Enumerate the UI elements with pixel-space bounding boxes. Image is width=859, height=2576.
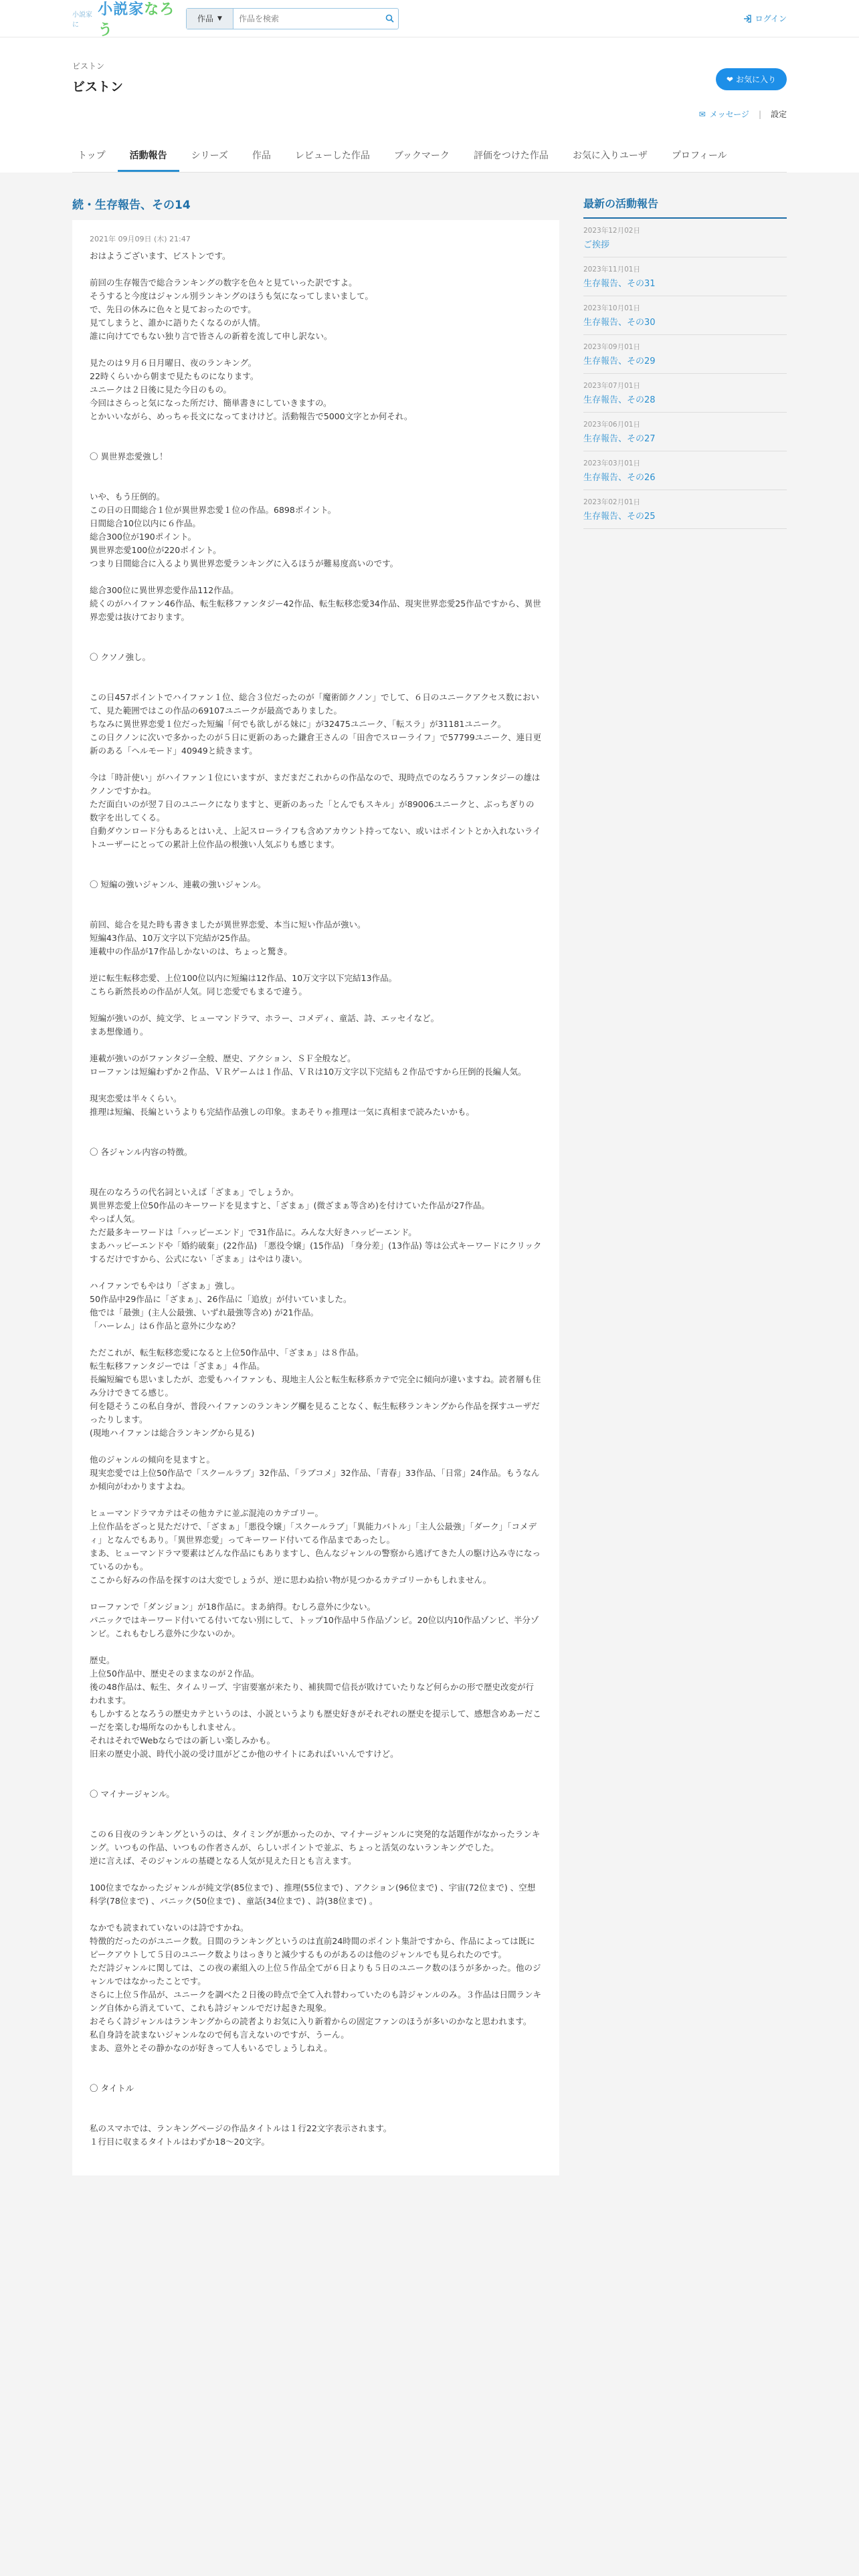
list-item xyxy=(583,374,787,413)
report-paragraph: 旧来の歴史小説、時代小説の受け皿がどこか他のサイトにあればいいんですけど。 xyxy=(90,1749,399,1759)
divider: | xyxy=(758,109,761,119)
report-item-date: 2023年11月01日 xyxy=(583,265,640,274)
report-paragraph xyxy=(90,1172,542,1186)
report-paragraph xyxy=(90,758,542,771)
report-paragraph: ユニークは２日後に見た今日のもの。 xyxy=(90,385,232,395)
report-paragraph: 続くのがハイファン46作品、転生転移ファンタジー42作品、転生転移恋愛34作品、現実世界恋愛25作品ですから、異世界恋愛は抜けております。 xyxy=(90,599,541,622)
report-paragraph: 100位までなかったジャンルが純文学(85位まで) 、推理(55位まで) 、アクション(96位まで) 、宇宙(72位まで) 、空想科学(78位まで) 、パニック(50位まで) 、童話(34位まで) 、詩(38位まで) 。 xyxy=(90,1883,536,1906)
list-item xyxy=(583,413,787,451)
report-paragraph: 特徴的だったのがユニーク数。日間のランキングというのは直前24時間のポイント集計ですから、作品によっては既にピークアウトして５日のユニーク数よりはっきりと減少するものがあるのは他のジャンルでも見られたのです。 xyxy=(90,1936,535,1959)
report-paragraph: 現実恋愛では上位50作品で「スクールラブ」32作品、「ラブコメ」32作品、「青春」33作品、「日常」24作品。もうなんか傾向がわかりますよね。 xyxy=(90,1468,540,1491)
report-paragraph: いや、もう圧倒的。 xyxy=(90,492,165,502)
message-label: メッセージ xyxy=(709,110,749,119)
report-paragraph: 「ハーレム」は６作品と意外に少なめ？ xyxy=(90,1321,240,1331)
report-paragraph xyxy=(90,1774,542,1788)
report-item-date: 2023年02月01日 xyxy=(583,498,640,506)
report-paragraph xyxy=(90,1119,542,1132)
report-paragraph: 異世界恋愛上位50作品のキーワードを見ますと、「ざまぁ」(微ざまぁ等含め)を付けていた作品が27作品。 xyxy=(90,1200,490,1210)
report-paragraph xyxy=(90,1801,542,1814)
sidebar-heading: 最新の活動報告 xyxy=(583,195,787,219)
report-item-link[interactable]: 生存報告、その26 xyxy=(583,473,656,483)
report-paragraph xyxy=(90,263,542,276)
login-label: ログイン xyxy=(755,14,787,23)
report-paragraph xyxy=(90,1079,542,1092)
report-paragraph: まあ、ヒューマンドラマ要素はどんな作品にもありますし、色んなジャンルの警察から逃げてきた人の駆け込み寺になっているのかも。 xyxy=(90,1548,541,1572)
report-paragraph: ここから好みの作品を探すのは大変でしょうが、逆に思わぬ拾い物が見つかるカテゴリーかもしれません。 xyxy=(90,1575,492,1585)
site-logo[interactable] xyxy=(72,0,179,39)
report-paragraph: 私のスマホでは、ランキングページの作品タイトルは１行22文字表示されます。 xyxy=(90,2123,392,2133)
settings-link[interactable]: 設定 xyxy=(770,110,787,119)
report-paragraph: 自動ダウンロード分もあるとはいえ、上記スローライフも含めアカウント持ってない、或いはポイントとか入れないライトユーザーにとっての累計上位作品の根強い人気ぶりも感じます。 xyxy=(90,826,541,849)
report-paragraph: 50作品中29作品に「ざまぁ」、26作品に「追放」が付いていました。 xyxy=(90,1294,352,1304)
report-paragraph: 何を隠そうこの私自身が、普段ハイファンのランキング欄を見ることなく、転生転移ランキングから作品を探すユーザだったりします。 xyxy=(90,1401,540,1424)
report-paragraph: この日クノンに次いで多かったのが５日に更新のあった鎌倉王さんの「田舎でスローライフ」で57799ユニーク、連日更新のある「ヘルモード」40949と続きます。 xyxy=(90,732,542,756)
report-paragraph xyxy=(90,664,542,677)
report-date: 2021年 09月09日 (木) 21:47 xyxy=(90,235,191,243)
report-paragraph: ローファンは短編わずか２作品、ＶＲゲームは１作品、ＶＲは10万文字以下完結も２作品ですから圧倒的長編人気。 xyxy=(90,1067,527,1077)
report-paragraph xyxy=(90,2055,542,2068)
report-paragraph xyxy=(90,958,542,972)
report-paragraph: やっぱ人気。 xyxy=(90,1214,140,1224)
report-paragraph: 転生転移ファンタジーでは「ざまぁ」４作品。 xyxy=(90,1361,265,1371)
report-item-date: 2023年09月01日 xyxy=(583,343,640,351)
report-paragraph xyxy=(90,1640,542,1654)
list-item xyxy=(583,219,787,257)
report-paragraph: この日457ポイントでハイファン１位、総合３位だったのが「魔術師クノン」でして、６日のユニークアクセス数において、見た範囲ではこの作品の69107ユニークが最高でありました。 xyxy=(90,692,539,716)
report-item-date: 2023年07月01日 xyxy=(583,382,640,390)
tab-profile[interactable]: プロフィール xyxy=(671,150,727,161)
report-item-link[interactable]: 生存報告、その28 xyxy=(583,395,656,405)
report-paragraph: 歴史。 xyxy=(90,1655,115,1665)
report-paragraph: 長編短編でも思いましたが、恋愛もハイファンも、現地主人公と転生転移系カテで完全に傾向が違いますね。読者層も住み分けできてる感じ。 xyxy=(90,1374,541,1398)
report-paragraph xyxy=(90,1868,542,1881)
tab-series[interactable]: シリーズ xyxy=(191,150,228,161)
main-area xyxy=(0,173,859,2576)
tab-top[interactable]: トップ xyxy=(78,150,106,161)
report-item-link[interactable]: 生存報告、その30 xyxy=(583,318,656,328)
report-paragraph xyxy=(90,1333,542,1346)
report-paragraph: ローファンで「ダンジョン」が18作品に。まあ納得。むしろ意外に少ない。 xyxy=(90,1602,376,1612)
report-paragraph: なかでも読まれていないのは詩ですかね。 xyxy=(90,1923,249,1933)
report-paragraph xyxy=(90,2109,542,2122)
report-paragraph xyxy=(90,1814,542,1828)
report-paragraph xyxy=(90,343,542,356)
report-paragraph xyxy=(90,1587,542,1600)
search-category-select[interactable] xyxy=(187,9,233,29)
recent-reports-list xyxy=(583,219,787,529)
report-paragraph: 逆に転生転移恋愛、上位100位以内に短編は12作品、10万文字以下完結13作品。 xyxy=(90,973,397,983)
report-paragraph: まあ想像通り。 xyxy=(90,1027,149,1037)
report-paragraph: 異世界恋愛100位が220ポイント。 xyxy=(90,545,221,555)
report-paragraph: 〇 異世界恋愛強し！ xyxy=(90,451,168,461)
report-paragraph: おはようございます、ビストンです。 xyxy=(90,251,231,261)
report-paragraph: 連載中の作品が17作品しかないのは、ちょっと驚き。 xyxy=(90,946,292,956)
report-paragraph: ただ最多キーワードは「ハッピーエンド」で31作品に。みんな大好きハッピーエンド。 xyxy=(90,1227,417,1237)
add-favorite-button[interactable] xyxy=(716,68,787,90)
report-paragraph xyxy=(90,624,542,637)
report-paragraph: とかいいながら、めっちゃ長文になってまけけど。活動報告で5000文字とか何それ。 xyxy=(90,411,413,421)
report-paragraph xyxy=(90,477,542,490)
search-button[interactable] xyxy=(381,9,398,29)
report-item-date: 2023年10月01日 xyxy=(583,304,640,312)
report-paragraph: ただこれが、転生転移恋愛になると上位50作品中、「ざまぁ」は８作品。 xyxy=(90,1348,364,1358)
report-paragraph xyxy=(90,423,542,437)
report-item-link[interactable]: ご挨拶 xyxy=(583,240,610,250)
report-paragraph: 〇 マイナージャンル。 xyxy=(90,1789,175,1799)
user-profile-header xyxy=(72,37,787,144)
report-paragraph: さらに上位５作品が、ユニークを調べた２日後の時点で全て入れ替わっていたのも詩ジャンルのみ。３作品は日間ランキング自体から消えていて、これも詩ジャンルでだけ起きた現象。 xyxy=(90,1990,542,2013)
report-item-link[interactable]: 生存報告、その27 xyxy=(583,434,656,444)
search-category-label: 作品 xyxy=(197,14,214,23)
report-paragraph xyxy=(90,891,542,905)
report-paragraph: 今は「時計使い」がハイファン１位にいますが、まだまだこれからの作品なので、現時点でのなろうファンタジーの雄はクノンですかね。 xyxy=(90,772,541,796)
report-paragraph: ちなみに異世界恋愛１位だった短編「何でも欲しがる妹に」が32475ユニーク、「転スラ」が31181ユニーク。 xyxy=(90,719,506,729)
report-paragraph: 現実恋愛は半々くらい。 xyxy=(90,1093,182,1103)
login-icon xyxy=(743,15,751,23)
login-link[interactable] xyxy=(743,13,787,24)
report-paragraph xyxy=(90,570,542,584)
report-paragraph: もしかするとなろうの歴史カテというのは、小説というよりも歴史好きがそれぞれの歴史を提示して、感想含めあーだこーだを楽しむ場所なのかもしれません。 xyxy=(90,1709,541,1732)
report-paragraph: ハイファンでもやはり「ざまぁ」強し。 xyxy=(90,1281,240,1291)
report-paragraph: そうすると今度はジャンル別ランキングのほうも気になってしまいまして。 xyxy=(90,291,373,301)
tab-reviewed-works[interactable]: レビューした作品 xyxy=(294,150,370,161)
report-paragraph: 上位50作品中、歴史そのままなのが２作品。 xyxy=(90,1669,260,1679)
report-paragraph: まあハッピーエンドや「婚約破棄」(22作品) 「悪役令嬢」(15作品) 「身分差」(13作品) 等は公式キーワードにクリックするだけですから、公式にない「ざまぁ」はやはり凄い。 xyxy=(90,1241,542,1264)
logo-main-text: 小説家 xyxy=(98,0,145,18)
report-paragraph xyxy=(90,1440,542,1453)
report-item-link[interactable]: 生存報告、その29 xyxy=(583,356,656,366)
envelope-icon: ✉ xyxy=(698,109,706,119)
report-paragraph xyxy=(90,2095,542,2109)
tab-favorite-users[interactable]: お気に入りユーザ xyxy=(572,150,648,161)
report-paragraph: 見てしまうと、誰かに語りたくなるのが人情。 xyxy=(90,318,266,328)
search-bar xyxy=(186,8,399,29)
report-paragraph: 前回、総合を見た時も書きましたが異世界恋愛、本当に短い作品が強い。 xyxy=(90,920,366,930)
report-item-date: 2023年06月01日 xyxy=(583,421,640,429)
report-paragraph: 後の48作品は、転生、タイムリープ、宇宙要塞が来たり、補狭間で信長が敗けていたりなど何らかの形で歴史改変が行われます。 xyxy=(90,1682,535,1705)
report-paragraph: ヒューマンドラマカテはその他カテに並ぶ混沌のカテゴリー。 xyxy=(90,1508,324,1518)
report-paragraph xyxy=(90,905,542,918)
report-item-link[interactable]: 生存報告、その25 xyxy=(583,512,656,522)
list-item xyxy=(583,296,787,335)
report-paragraph: 逆に言えば、そのジャンルの基礎となる人気が見えた日とも言えます。 xyxy=(90,1856,357,1866)
tab-activity-reports[interactable]: 活動報告 xyxy=(118,148,179,172)
report-paragraph: この６日夜のランキングというのは、タイミングが悪かったのか、マイナージャンルに突発的な話題作がなかったランキング。いつもの作品、いつもの作者さんが、らしいポイントで並ぶ、ちょっと活気のないランキングでした。 xyxy=(90,1829,541,1852)
breadcrumb[interactable]: ビストン xyxy=(72,62,105,71)
report-paragraph: １行目に収まるタイトルはわずか18～20文字。 xyxy=(90,2137,270,2147)
user-actions xyxy=(699,108,787,120)
report-paragraph xyxy=(90,1266,542,1279)
report-paragraph: おそらく詩ジャンルはランキングからの読者よりお気に入り新着からの固定ファンのほうが多いのかなと思われます。 xyxy=(90,2016,532,2026)
report-paragraph xyxy=(90,1132,542,1146)
logo-main xyxy=(98,0,179,39)
report-paragraph: 日間総合10位以内に６作品。 xyxy=(90,518,201,528)
logo-prefix: 小説家に xyxy=(72,11,92,29)
logo-suffix: なろう xyxy=(98,0,175,39)
report-paragraph: 今回はさらっと気になった所だけ、簡単書きにしていきますの。 xyxy=(90,398,332,408)
report-paragraph: 短編が強いのが、純文学、ヒューマンドラマ、ホラー、コメディ、童話、詩、エッセイなど。 xyxy=(90,1013,440,1023)
list-item xyxy=(583,451,787,490)
profile-tabs xyxy=(72,148,787,173)
report-paragraph: 短編43作品、10万文字以下完結が25作品。 xyxy=(90,933,256,943)
report-item-date: 2023年12月02日 xyxy=(583,227,640,235)
search-icon xyxy=(385,14,394,23)
report-paragraph xyxy=(90,1159,542,1172)
report-paragraph: 他では「最強」(主人公最強、いずれ最強等含め) が21作品。 xyxy=(90,1307,319,1317)
report-paragraph: それはそれでWebならではの新しい楽しみかも。 xyxy=(90,1735,276,1745)
report-paragraph: 〇 各ジャンル内容の特徴。 xyxy=(90,1147,193,1157)
report-paragraph: 誰に向けてでもない独り言で皆さんの新着を流して申し訳ない。 xyxy=(90,331,332,341)
report-paragraph xyxy=(90,1761,542,1774)
report-paragraph: 見たのは９月６日月曜日、夜のランキング。 xyxy=(90,358,257,368)
tab-rated-works[interactable]: 評価をつけた作品 xyxy=(473,150,549,161)
report-paragraph: ただ詩ジャンルに関しては、この夜の素組入の上位５作品全てが６日よりも５日のユニーク数のほうが多かった。他のジャンルではなかったことです。 xyxy=(90,1963,541,1986)
report-paragraph: つまり日間総合に入るより異世界恋愛ランキングに入るほうが難易度高いのです。 xyxy=(90,558,399,568)
recent-reports-sidebar xyxy=(583,195,787,2175)
list-item xyxy=(583,257,787,296)
report-item-date: 2023年03月01日 xyxy=(583,459,640,467)
tab-bookmarks[interactable]: ブックマーク xyxy=(393,150,450,161)
report-item-link[interactable]: 生存報告、その31 xyxy=(583,279,656,289)
report-paragraph xyxy=(90,637,542,651)
report-body xyxy=(90,249,542,2149)
report-paragraph: 22時くらいから朝まで見たものになります。 xyxy=(90,371,259,381)
tab-works[interactable]: 作品 xyxy=(252,150,271,161)
report-paragraph xyxy=(90,677,542,691)
report-paragraph: 現在のなろうの代名詞といえば「ざまぁ」でしょうか。 xyxy=(90,1187,299,1197)
report-paragraph: 〇 タイトル xyxy=(90,2083,134,2093)
activity-report xyxy=(72,195,559,2175)
list-item xyxy=(583,335,787,374)
report-paragraph: この日の日間総合１位が異世界恋愛１位の作品。6898ポイント。 xyxy=(90,505,337,515)
report-paragraph xyxy=(90,1908,542,1921)
report-paragraph: (現地ハイファンは総合ランキングから見る) xyxy=(90,1428,255,1438)
report-paragraph: 連載が強いのがファンタジー全般、歴史、アクション、ＳＦ全般など。 xyxy=(90,1053,356,1063)
site-header xyxy=(0,0,859,37)
report-paragraph: 〇 短編の強いジャンル、連載の強いジャンル。 xyxy=(90,879,266,889)
page-title: ビストン xyxy=(72,80,124,94)
report-paragraph: 上位作品をざっと見ただけで、「ざまぁ」「悪役令嬢」「スクールラブ」「異能力バトル」「主人公最強」「ダーク」「コメディ」となんでもあり。「異世界恋愛」ってキーワード付いてる作品まであったし。 xyxy=(90,1521,537,1545)
report-paragraph xyxy=(90,1039,542,1052)
report-card xyxy=(72,220,559,2175)
report-paragraph: まあ、意外とその静かなのが好きって人もいるでしょうしねえ。 xyxy=(90,2043,332,2053)
report-paragraph xyxy=(90,2068,542,2082)
report-paragraph: 前回の生存報告で総合ランキングの数字を色々と見ていった訳ですよ。 xyxy=(90,278,357,288)
report-title: 続・生存報告、その14 xyxy=(72,199,191,212)
report-paragraph xyxy=(90,463,542,477)
report-paragraph xyxy=(90,998,542,1012)
report-paragraph: こちら新然長めの作品が人気。同じ恋愛でもまるで違う。 xyxy=(90,986,307,996)
message-link[interactable] xyxy=(699,108,749,120)
report-paragraph xyxy=(90,851,542,865)
report-paragraph xyxy=(90,1493,542,1507)
report-paragraph: 総合300位に異世界恋愛作品112作品。 xyxy=(90,585,239,595)
report-paragraph: 総合300位が190ポイント。 xyxy=(90,532,197,542)
report-paragraph: 他のジャンルの傾向を見ますと。 xyxy=(90,1455,215,1465)
list-item xyxy=(583,490,787,529)
report-paragraph: 〇 クソノ強し。 xyxy=(90,652,151,662)
report-paragraph: 私自身詩を読まないジャンルなので何も言えないのですが、うーん。 xyxy=(90,2030,349,2040)
report-paragraph: 推理は短編、長編というよりも完結作品強しの印象。まあそりゃ推理は一気に真相まで読みたいかも。 xyxy=(90,1107,475,1117)
search-input[interactable] xyxy=(233,9,381,29)
report-paragraph xyxy=(90,437,542,450)
report-paragraph: ただ面白いのが翌７日のユニークになりますと、更新のあった「とんでもスキル」が89006ユニークと、ぶっちぎりの数字を出してくる。 xyxy=(90,799,535,823)
report-paragraph: パニックではキーワード付いてる付いてない別にして、トップ10作品中５作品ゾンビ。20位以内10作品ゾンビ、半分ゾンビ。これもむしろ意外に少ないのか。 xyxy=(90,1615,539,1638)
report-paragraph: で、先日の休みに色々と見ておったのです。 xyxy=(90,304,256,314)
heart-icon: ❤ xyxy=(726,74,733,84)
report-paragraph xyxy=(90,865,542,878)
chevron-down-icon: ▼ xyxy=(217,15,222,22)
add-favorite-label: お気に入り xyxy=(735,75,776,84)
